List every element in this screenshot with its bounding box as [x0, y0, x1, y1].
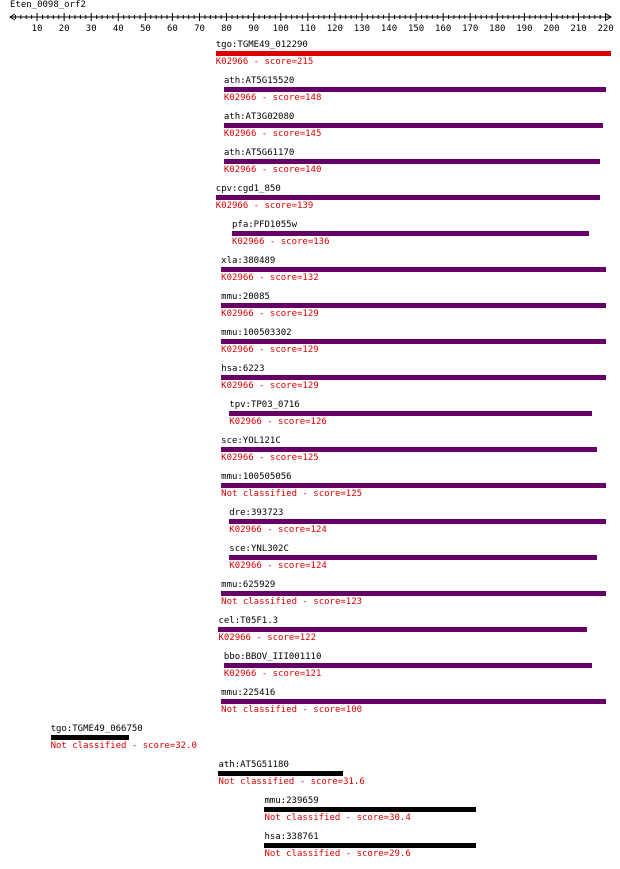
hit-name[interactable]: pfa:PFD1055w: [231, 220, 298, 230]
hit-name[interactable]: cpv:cgd1_850: [215, 184, 281, 194]
hit-name[interactable]: dre:393723: [229, 508, 284, 518]
hit-name[interactable]: cel:T05F1.3: [218, 616, 279, 626]
ruler-tick-label: 160: [435, 24, 452, 34]
sequence-ruler: [0, 0, 620, 40]
ruler-tick-label: 130: [353, 24, 371, 34]
hit-bar[interactable]: [232, 231, 589, 236]
hit-name[interactable]: mmu:20085: [221, 292, 270, 302]
hit-score[interactable]: K02966 - score=148: [223, 93, 322, 103]
hit-score[interactable]: K02966 - score=125: [221, 453, 319, 463]
hit-bar[interactable]: [229, 555, 597, 560]
hit-name[interactable]: mmu:239659: [264, 796, 319, 806]
hit-bar[interactable]: [221, 699, 605, 704]
hit-bar[interactable]: [264, 843, 475, 848]
hit-bar[interactable]: [264, 807, 475, 812]
hit-bar[interactable]: [218, 627, 586, 632]
hit-bar[interactable]: [224, 123, 603, 128]
ruler-tick-label: 140: [380, 24, 398, 34]
hit-score[interactable]: Not classified - score=125: [221, 489, 363, 499]
ruler-tick-label: 80: [221, 24, 232, 34]
hit-bar[interactable]: [221, 375, 605, 380]
hit-score[interactable]: K02966 - score=121: [223, 669, 322, 679]
hit-bar[interactable]: [216, 51, 611, 56]
hit-score[interactable]: K02966 - score=132: [221, 273, 319, 283]
hit-score[interactable]: K02966 - score=124: [229, 525, 327, 535]
ruler-tick-label: 200: [543, 24, 560, 34]
hit-name[interactable]: hsa:6223: [221, 364, 265, 374]
ruler-tick-label: 120: [326, 24, 343, 34]
hit-score[interactable]: Not classified - score=32.0: [50, 741, 197, 751]
hit-score[interactable]: Not classified - score=30.4: [264, 813, 411, 823]
ruler-tick-label: 60: [167, 24, 178, 34]
ruler-tick-label: 40: [112, 24, 124, 34]
ruler-tick-label: 210: [570, 24, 587, 34]
ruler-tick-label: 100: [272, 24, 289, 34]
hit-score[interactable]: K02966 - score=126: [229, 417, 327, 427]
hit-bar[interactable]: [229, 519, 605, 524]
hit-bar[interactable]: [221, 267, 605, 272]
ruler-tick-label: 70: [194, 24, 205, 34]
hit-bar[interactable]: [221, 339, 605, 344]
hit-bar[interactable]: [216, 195, 600, 200]
hit-bar[interactable]: [224, 87, 606, 92]
hit-bar[interactable]: [221, 483, 605, 488]
ruler-tick-label: 90: [248, 24, 260, 34]
hit-name[interactable]: tgo:TGME49_066750: [50, 724, 143, 734]
hit-name[interactable]: xla:380489: [221, 256, 276, 266]
ruler-tick-label: 50: [139, 24, 151, 34]
hit-score[interactable]: K02966 - score=129: [221, 309, 319, 319]
hit-name[interactable]: mmu:100505056: [221, 472, 292, 482]
hit-score[interactable]: K02966 - score=139: [215, 201, 314, 211]
hit-bar[interactable]: [221, 447, 597, 452]
hit-bar[interactable]: [229, 411, 592, 416]
hit-name[interactable]: mmu:100503302: [221, 328, 292, 338]
hit-name[interactable]: mmu:625929: [221, 580, 276, 590]
ruler-tick-label: 150: [407, 24, 425, 34]
hit-bar[interactable]: [51, 735, 130, 740]
ruler-tick-label: 170: [462, 24, 479, 34]
hit-score[interactable]: K02966 - score=129: [221, 345, 319, 355]
ruler-tick-label: 220: [597, 24, 614, 34]
ruler-tick-label: 190: [516, 24, 533, 34]
hit-score[interactable]: K02966 - score=122: [218, 633, 316, 643]
hit-score[interactable]: Not classified - score=123: [221, 597, 363, 607]
hit-score[interactable]: K02966 - score=124: [229, 561, 327, 571]
hit-name[interactable]: sce:YNL302C: [229, 544, 289, 554]
hit-score[interactable]: Not classified - score=31.6: [218, 777, 365, 787]
hit-score[interactable]: K02966 - score=215: [215, 57, 314, 67]
hit-bar[interactable]: [224, 663, 592, 668]
hit-name[interactable]: ath:AT5G15520: [223, 76, 295, 86]
hit-score[interactable]: Not classified - score=29.6: [264, 849, 411, 859]
hit-bar[interactable]: [218, 771, 343, 776]
ruler-tick-label: 20: [58, 24, 70, 34]
hit-score[interactable]: Not classified - score=100: [221, 705, 363, 715]
hit-name[interactable]: tpv:TP03_0716: [229, 400, 300, 410]
hit-name[interactable]: ath:AT3G02080: [223, 112, 295, 122]
hit-name[interactable]: bbo:BBOV_III001110: [223, 652, 322, 662]
ruler-tick-label: 110: [299, 24, 316, 34]
hit-name[interactable]: tgo:TGME49_012290: [215, 40, 308, 50]
hit-score[interactable]: K02966 - score=140: [223, 165, 322, 175]
ruler-tick-label: 10: [31, 24, 43, 34]
hit-name[interactable]: sce:YOL121C: [221, 436, 281, 446]
hit-bar[interactable]: [221, 591, 605, 596]
hit-name[interactable]: ath:AT5G51180: [218, 760, 289, 770]
query-name: Eten_0098_orf2: [10, 0, 86, 10]
hit-name[interactable]: hsa:338761: [264, 832, 319, 842]
hit-bar[interactable]: [221, 303, 605, 308]
hit-score[interactable]: K02966 - score=136: [231, 237, 330, 247]
ruler-tick-label: 30: [85, 24, 97, 34]
hit-bar[interactable]: [224, 159, 600, 164]
hit-name[interactable]: mmu:225416: [221, 688, 276, 698]
ruler-tick-label: 180: [489, 24, 506, 34]
hit-score[interactable]: K02966 - score=145: [223, 129, 322, 139]
hit-score[interactable]: K02966 - score=129: [221, 381, 319, 391]
hit-name[interactable]: ath:AT5G61170: [223, 148, 295, 158]
